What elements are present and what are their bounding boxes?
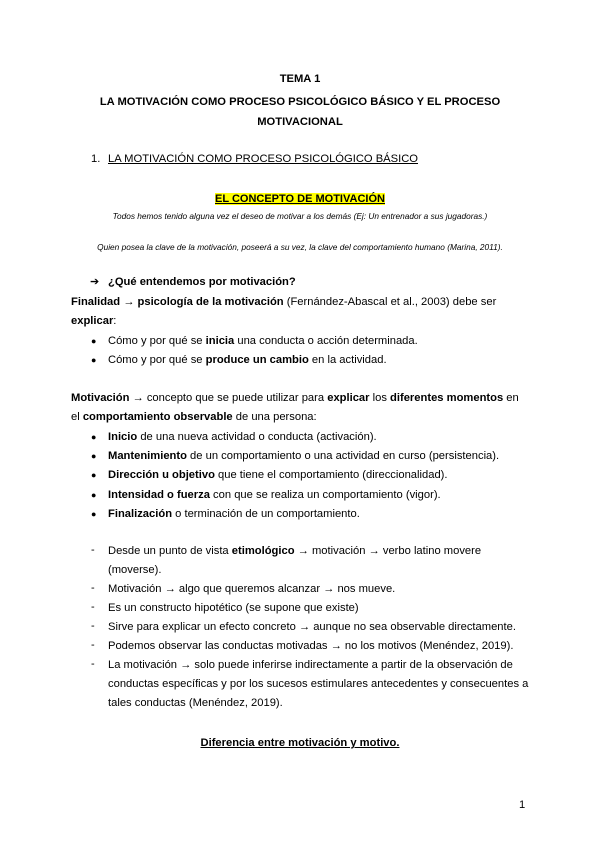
subtitle-line-1 (0, 93, 600, 112)
dash-item-1 (108, 542, 481, 561)
subtitle-line-1-text: LA MOTIVACIÓN COMO PROCESO PSICOLÓGICO BÁSICO Y EL PROCESO (99, 96, 501, 108)
dash-1-post: → motivación → verbo latino movere (294, 545, 482, 557)
diferencia-heading-text: Diferencia entre motivación y motivo. (200, 737, 400, 749)
bullet-icon: ● (91, 451, 97, 461)
bullet-icon: ● (91, 490, 97, 500)
dash-item-1-cont: (moverse). (108, 564, 162, 576)
section-1-number: 1. (91, 153, 101, 165)
motivacion-item-1 (108, 428, 377, 447)
finalidad-line-2 (71, 312, 116, 331)
dash-marker: - (91, 582, 95, 594)
section-1-title: LA MOTIVACIÓN COMO PROCESO PSICOLÓGICO BÁSICO (108, 153, 418, 165)
quote-2: Quien posea la clave de la motivación, poseerá a su vez, la clave del comportamiento humano (Marina, 2011). (97, 242, 503, 252)
dash-item-4: Sirve para explicar un efecto concreto → aunque no sea observable directamente. (108, 621, 516, 633)
diferencia-heading (0, 734, 600, 753)
dash-marker: - (91, 544, 95, 556)
item-post: que tiene el comportamiento (direccionalidad). (214, 469, 448, 481)
motivacion-item-2 (108, 447, 499, 466)
bullet-icon: ● (91, 336, 97, 346)
dash-item-3: Es un constructo hipotético (se supone que existe) (108, 602, 359, 614)
bullet-icon: ● (91, 355, 97, 365)
item-bold: Mantenimiento (108, 450, 187, 462)
item-bold: Finalización (108, 508, 173, 520)
finalidad-item-2 (108, 351, 387, 370)
motivacion-bold-2: explicar (327, 392, 370, 404)
question-arrow-icon: ➔ (90, 276, 100, 288)
subtitle-line-2 (0, 113, 600, 132)
item-bold: produce un cambio (205, 354, 309, 366)
finalidad-item-1 (108, 332, 418, 351)
item-post: una conducta o acción determinada. (234, 335, 418, 347)
dash-marker: - (91, 639, 95, 651)
finalidad-text-1: (Fernández-Abascal et al., 2003) debe ser (283, 296, 497, 308)
dash-marker: - (91, 601, 95, 613)
dash-item-2: Motivación → algo que queremos alcanzar → nos mueve. (108, 583, 396, 595)
motivacion-text-2: los (369, 392, 391, 404)
dash-marker: - (91, 620, 95, 632)
motivacion-item-3 (108, 466, 448, 485)
subtitle-line-2-text: MOTIVACIONAL (257, 116, 343, 128)
bullet-icon: ● (91, 509, 97, 519)
finalidad-line-1 (71, 293, 496, 312)
dash-item-6-line-3: tales conductas (Menéndez, 2019). (108, 697, 283, 709)
item-bold: Intensidad o fuerza (108, 489, 210, 501)
finalidad-bold-3: explicar (71, 315, 114, 327)
item-pre: Cómo y por qué se (108, 335, 206, 347)
item-post: o terminación de un comportamiento. (172, 508, 360, 520)
motivacion-item-4 (108, 486, 441, 505)
motivacion-text-4: el (71, 411, 83, 423)
page-title (0, 70, 600, 89)
motivacion-line-2 (71, 408, 317, 427)
motivacion-item-5 (108, 505, 360, 524)
item-post: con que se realiza un comportamiento (vigor). (209, 489, 441, 501)
item-post: en la actividad. (308, 354, 387, 366)
motivacion-bold-4: comportamiento observable (82, 411, 233, 423)
finalidad-bold-1: Finalidad (71, 296, 121, 308)
motivacion-bold-3: diferentes momentos (390, 392, 504, 404)
item-bold: Dirección u objetivo (108, 469, 215, 481)
motivacion-text-1: → concepto que se puede utilizar para (129, 392, 328, 404)
bullet-icon: ● (91, 470, 97, 480)
item-bold: inicia (205, 335, 235, 347)
quote-1: Todos hemos tenido alguna vez el deseo de motivar a los demás (Ej: Un entrenador a sus jugadoras.) (112, 211, 488, 221)
finalidad-arrow: → (120, 296, 138, 308)
motivacion-bold-1: Motivación (71, 392, 130, 404)
dash-item-6-line-2: conductas específicas y por los sucesos estimulares antecedentes y consecuentes a (108, 678, 529, 690)
dash-1-pre: Desde un punto de vista (108, 545, 232, 557)
motivacion-text-3: en (503, 392, 519, 404)
bullet-icon: ● (91, 432, 97, 442)
dash-marker: - (91, 658, 95, 670)
dash-1-bold: etimológico (231, 545, 295, 557)
concepto-heading-text: EL CONCEPTO DE MOTIVACIÓN (215, 193, 385, 205)
motivacion-line-1 (71, 389, 519, 408)
dash-item-5: Podemos observar las conductas motivadas → no los motivos (Menéndez, 2019). (108, 640, 514, 652)
item-pre: Cómo y por qué se (108, 354, 206, 366)
question-text (108, 273, 296, 292)
page-number: 1 (519, 799, 526, 811)
dash-item-6-line-1: La motivación → solo puede inferirse indirectamente a partir de la observación de (108, 659, 513, 671)
finalidad-text-2: : (113, 315, 117, 327)
motivacion-text-5: de una persona: (232, 411, 317, 423)
item-bold: Inicio (108, 431, 138, 443)
item-post: de un comportamiento o una actividad en curso (persistencia). (186, 450, 500, 462)
title-text: TEMA 1 (279, 73, 321, 85)
item-post: de una nueva actividad o conducta (activación). (137, 431, 377, 443)
concepto-heading (0, 191, 600, 207)
finalidad-bold-2: psicología de la motivación (137, 296, 284, 308)
question-text-bold: ¿Qué entendemos por motivación? (108, 276, 296, 288)
